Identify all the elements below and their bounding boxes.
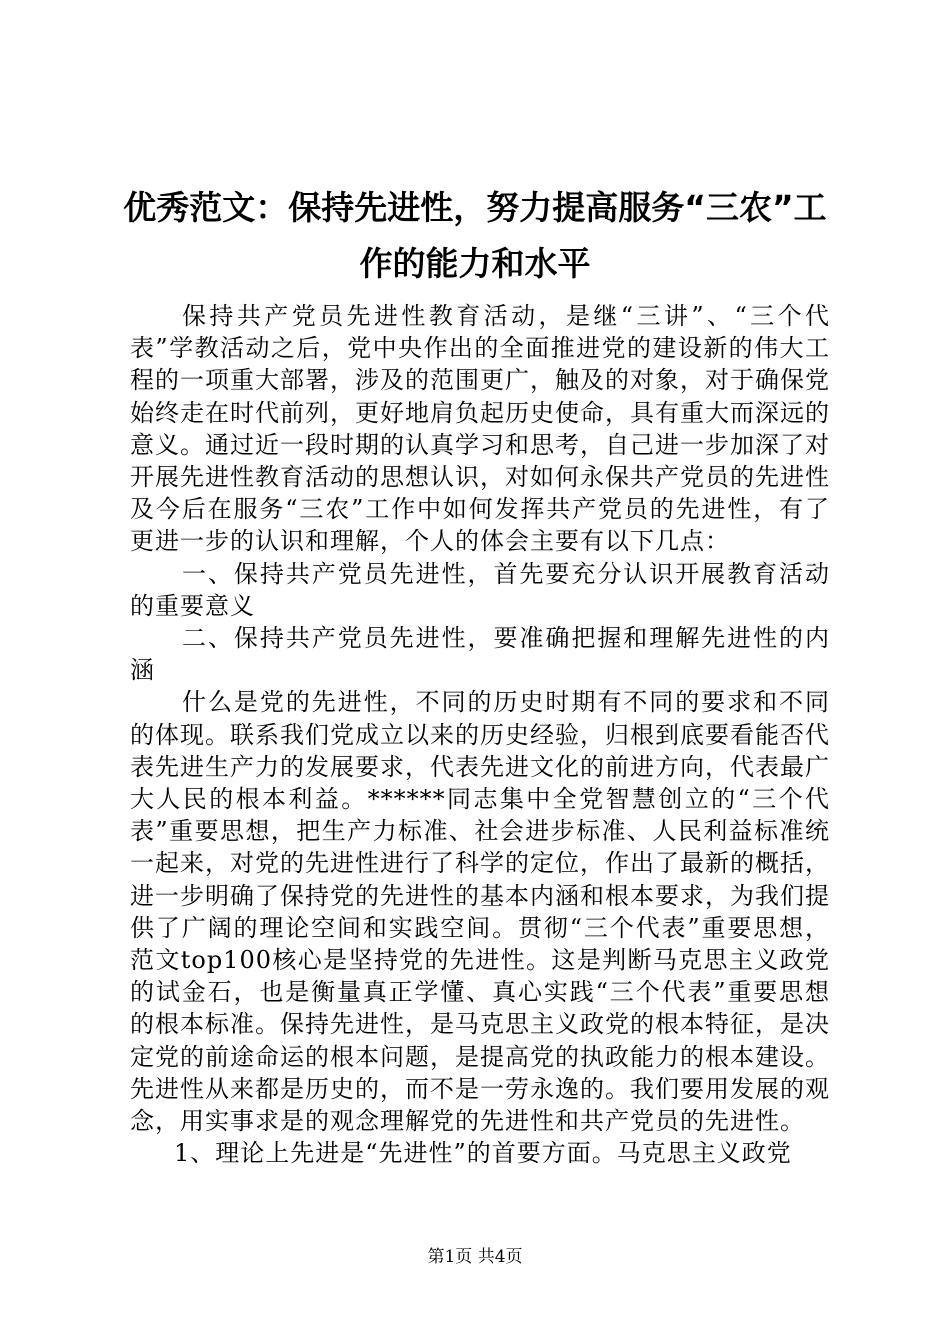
document-title: 优秀范文：保持先进性，努力提高服务“三农”工作的能力和水平 xyxy=(123,188,827,283)
heading-point-one: 一、保持共产党员先进性，首先要充分认识开展教育活动的重要意义 xyxy=(130,559,830,620)
page-footer: 第1页 共4页 xyxy=(427,1247,523,1267)
heading-point-two: 二、保持共产党员先进性，要准确把握和理解先进性的内涵 xyxy=(130,624,830,685)
paragraph-advancement: 什么是党的先进性，不同的历史时期有不同的要求和不同的体现。联系我们党成立以来的历史经验，归根到底要看能否代表先进生产力的发展要求，代表先进文化的前进方向，代表最广大人民的根本利益。******同志集中全党智慧创立的“三个代表”重要思想，把生产力标准、社会进步标准、人民利益标准统一起来，对党的先进性进行了科学的定位，作出了最新的概括，进一步明确了保持党的先进性的基本内涵和根本要求，为我们提供了广阔的理论空间和实践空间。贯彻“三个代表”重要思想，范文top100核心是坚持党的先进性。这是判断马克思主义政党的试金石，也是衡量真正学懂、真心实践“三个代表”重要思想的根本标准。保持先进性，是马克思主义政党的根本特征，是决定党的前途命运的根本问题，是提高党的执政能力的根本建设。先进性从来都是历史的，而不是一劳永逸的。我们要用发展的观念，用实事求是的观念理解党的先进性和共产党员的先进性。 xyxy=(130,688,830,1136)
paragraph-theory: 1、理论上先进是“先进性”的首要方面。马克思主义政党 xyxy=(174,1139,792,1168)
document-body xyxy=(130,300,830,1169)
paragraph-intro: 保持共产党员先进性教育活动，是继“三讲”、“三个代表”学教活动之后，党中央作出的全面推进党的建设新的伟大工程的一项重大部署，涉及的范围更广，触及的对象，对于确保党始终走在时代前列，更好地肩负起历史使命，具有重大而深远的意义。通过近一段时期的认真学习和思考，自己进一步加深了对开展先进性教育活动的思想认识，对如何永保共产党员的先进性及今后在服务“三农”工作中如何发挥共产党员的先进性，有了更进一步的认识和理解，个人的体会主要有以下几点： xyxy=(130,302,830,556)
